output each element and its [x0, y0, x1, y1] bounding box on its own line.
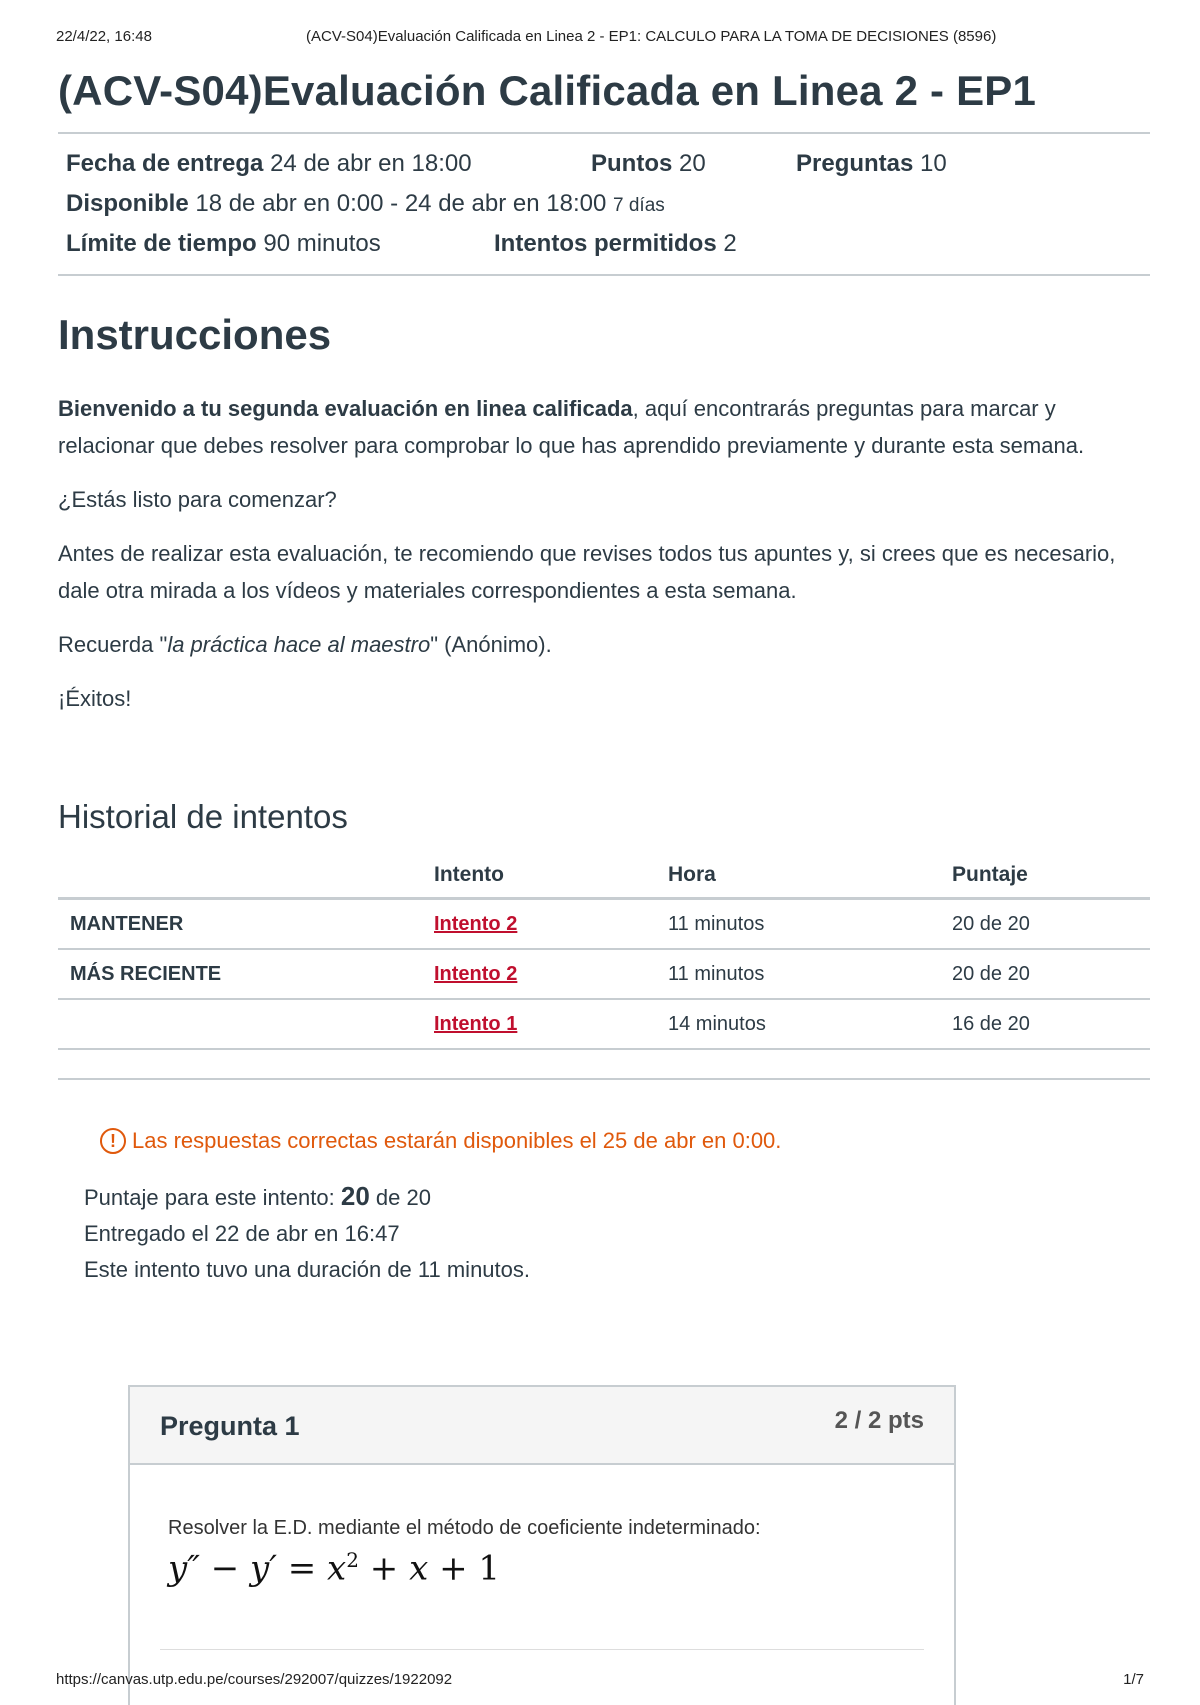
question-header [130, 1387, 954, 1465]
points: Puntos 20 [591, 150, 706, 177]
instructions-p5: ¡Éxitos! [58, 686, 132, 711]
duration-line: Este intento tuvo una duración de 11 minutos. [84, 1257, 530, 1282]
allowed-attempts: Intentos permitidos 2 [494, 230, 737, 257]
attempt-score-line: Puntaje para este intento: 20 de 20 [84, 1181, 431, 1211]
table-row [58, 899, 1150, 950]
attempt-status [58, 999, 422, 1049]
attempt-score: 20 de 20 [940, 949, 1150, 999]
due-date: Fecha de entrega 24 de abr en 18:00 [66, 150, 472, 177]
instructions-p3: Antes de realizar esta evaluación, te recomiendo que revises todos tus apuntes y, si crees que es necesario, dale otra mirada a los vídeos y materiales correspondientes a esta semana. [58, 541, 1116, 603]
warning-icon: ! [100, 1128, 126, 1154]
question-points: 2 / 2 pts [834, 1407, 924, 1434]
column-header [58, 853, 422, 899]
quiz-meta [58, 134, 1150, 274]
print-footer [56, 1671, 1144, 1688]
column-header: Intento [422, 853, 656, 899]
question-body [130, 1465, 954, 1588]
divider [160, 1649, 924, 1650]
table-row [58, 949, 1150, 999]
history-heading: Historial de intentos [58, 798, 348, 835]
instructions-heading: Instrucciones [58, 311, 332, 358]
attempt-summary [84, 1178, 1150, 1288]
attempt-status: MANTENER [58, 899, 422, 950]
attempt-score: 20 de 20 [940, 899, 1150, 950]
instructions-p2: ¿Estás listo para comenzar? [58, 487, 337, 512]
question-equation-image: $y'' - y' = x^2 + x + 1$ [168, 1548, 501, 1589]
quiz-title: (ACV-S04)Evaluación Calificada en Linea 2 - EP1 [58, 67, 1037, 114]
table-row [58, 999, 1150, 1049]
divider [58, 274, 1150, 276]
print-date: 22/4/22, 16:48 [56, 28, 152, 45]
table-header-row [58, 853, 1150, 899]
quiz-content [58, 62, 1150, 1288]
question-card [128, 1385, 956, 1705]
attempt-score: 16 de 20 [940, 999, 1150, 1049]
availability: Disponible 18 de abr en 0:00 - 24 de abr en 18:00 7 días [66, 190, 665, 217]
attempt-link[interactable]: Intento 2 [434, 912, 518, 935]
attempt-history-table [58, 853, 1150, 1050]
instructions-body [58, 390, 1150, 717]
submitted-line: Entregado el 22 de abr en 16:47 [84, 1221, 400, 1246]
question-prompt: Resolver la E.D. mediante el método de coeficiente indeterminado: [168, 1517, 761, 1539]
question-count: Preguntas 10 [796, 150, 947, 177]
answers-notice: ! Las respuestas correctas estarán disponibles el 25 de abr en 0:00. [100, 1128, 1150, 1154]
instructions-p1: Bienvenido a tu segunda evaluación en linea calificada, aquí encontrarás preguntas para marcar y relacionar que debes resolver para comprobar lo que has aprendido previamente y durante esta semana. [58, 396, 1085, 458]
attempt-time: 11 minutos [656, 949, 940, 999]
question-title: Pregunta 1 [160, 1411, 300, 1441]
attempt-link[interactable]: Intento 1 [434, 1012, 518, 1035]
divider [58, 1078, 1150, 1080]
attempt-link[interactable]: Intento 2 [434, 962, 518, 985]
attempt-time: 14 minutos [656, 999, 940, 1049]
column-header: Puntaje [940, 853, 1150, 899]
print-doc-title: (ACV-S04)Evaluación Calificada en Linea 2 - EP1: CALCULO PARA LA TOMA DE DECISIONES (8596) [306, 28, 997, 45]
attempt-time: 11 minutos [656, 899, 940, 950]
instructions-p4: Recuerda "la práctica hace al maestro" (Anónimo). [58, 632, 552, 657]
time-limit: Límite de tiempo 90 minutos [66, 230, 381, 257]
print-url: https://canvas.utp.edu.pe/courses/292007/quizzes/1922092 [56, 1671, 453, 1688]
page-number: 1/7 [1123, 1671, 1144, 1688]
attempt-status: MÁS RECIENTE [58, 949, 422, 999]
column-header: Hora [656, 853, 940, 899]
